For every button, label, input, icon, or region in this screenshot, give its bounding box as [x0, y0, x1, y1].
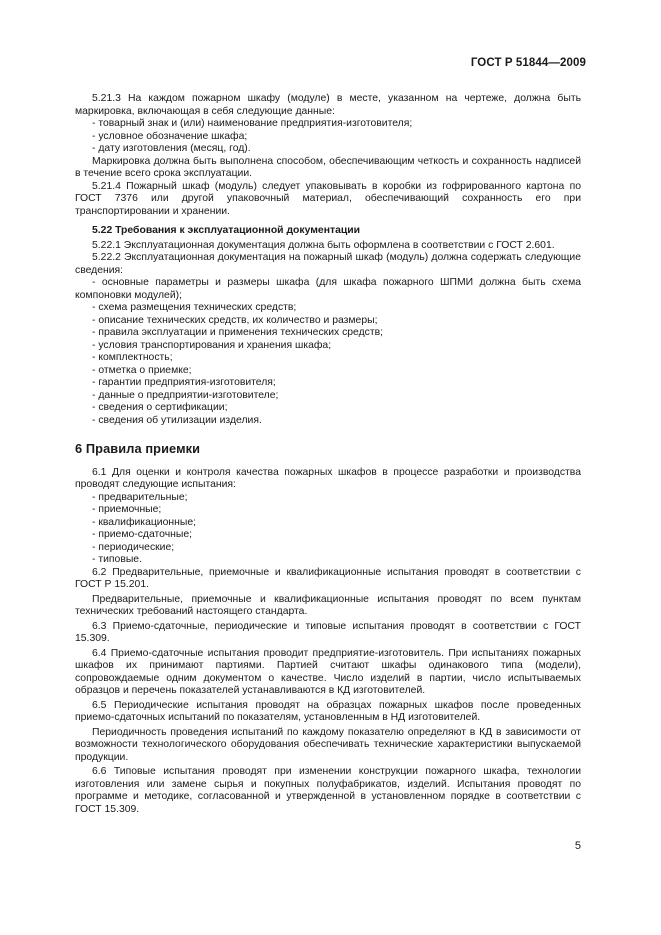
list-item: - дату изготовления (месяц, год). [92, 143, 251, 154]
document-header: ГОСТ Р 51844—2009 [470, 57, 586, 69]
list-item: - квалификационные; [92, 516, 196, 528]
paragraph-5-21-4: 5.21.4 Пожарный шкаф (модуль) следует упаковывать в коробки из гофрированного картона по ГОСТ 7376 или другой упаковочный материал, обеспечивающий сохранность его при транспортировании и хранении. [75, 180, 581, 217]
list-item: - условное обозначение шкафа; [92, 130, 248, 142]
list-item: - сведения об утилизации изделия. [92, 414, 262, 426]
page-number: 5 [574, 840, 581, 852]
list-item: - предварительные; [92, 491, 188, 503]
paragraph-6-1: 6.1 Для оценки и контроля качества пожарных шкафов в процессе разработки и производства проводят следующие испытания: [75, 466, 581, 490]
list-item: - гарантии предприятия-изготовителя; [92, 377, 276, 388]
paragraph-6-5-b: Периодичность проведения испытаний по каждому показателю определяют в КД в зависимости от возможности технологического оборудования обеспечивать технические характеристики выпускаемой продукции. [75, 726, 581, 763]
list-item: - условия транспортирования и хранения шкафа; [92, 339, 332, 351]
paragraph-6-4: 6.4 Приемо-сдаточные испытания проводит предприятие-изготовитель. При испытаниях пожарных шкафов их принимают партиями. Партией считают шкафы одинакового типа (модели), сопровождаемые одним документом о качестве. Число изделий в партии, число испытываемых образцов и перечень показателей устанавливаются в КД изготовителей. [75, 647, 581, 696]
list-item: - основные параметры и размеры шкафа (для шкафа пожарного ШПМИ должна быть схема компоновки модулей); [75, 277, 581, 301]
section-title-6: 6 Правила приемки [75, 441, 201, 456]
list-item: - приемочные; [92, 504, 162, 515]
list-item: - периодические; [92, 541, 175, 553]
list-item: - схема размещения технических средств; [92, 302, 297, 313]
paragraph-6-6: 6.6 Типовые испытания проводят при изменении конструкции пожарного шкафа, технологии изготовления или замене сырья и покупных полуфабрикатов, изделий. Испытания проводят по программе и методике, согласованной и утвержденной в установленном порядке в соответствии с ГОСТ 15.309. [75, 766, 581, 815]
paragraph-5-22-1: 5.22.1 Эксплуатационная документация должна быть оформлена в соответствии с ГОСТ 2.601. [92, 239, 555, 251]
page-body [75, 90, 581, 816]
paragraph-5-22-2: 5.22.2 Эксплуатационная документация на пожарный шкаф (модуль) должна содержать следующие сведения: [75, 252, 581, 276]
paragraph-6-2: 6.2 Предварительные, приемочные и квалификационные испытания проводят в соответствии с ГОСТ Р 15.201. [75, 566, 581, 590]
list-item: - данные о предприятии-изготовителе; [92, 389, 279, 401]
paragraph-5-21-3: 5.21.3 На каждом пожарном шкафу (модуле) в месте, указанном на чертеже, должна быть маркировка, включающая в себя следующие данные: [75, 93, 581, 117]
paragraph-6-5: 6.5 Периодические испытания проводят на образцах пожарных шкафов после проведенных приемо-сдаточных испытаний по показателям, установленным в НД изготовителей. [75, 699, 581, 723]
list-item: - комплектность; [92, 352, 173, 363]
list-item: - отметка о приемке; [92, 364, 192, 376]
list-item: - типовые. [92, 554, 142, 565]
paragraph-6-2-b: Предварительные, приемочные и квалификационные испытания проводят по всем пунктам технических требований настоящего стандарта. [75, 593, 581, 617]
paragraph-6-3: 6.3 Приемо-сдаточные, периодические и типовые испытания проводят в соответствии с ГОСТ 15.309. [75, 620, 581, 644]
subsection-title-5-22: 5.22 Требования к эксплуатационной документации [92, 225, 361, 236]
list-item: - описание технических средств, их количество и размеры; [92, 314, 378, 326]
list-item: - сведения о сертификации; [92, 402, 228, 413]
list-item: - правила эксплуатации и применения технических средств; [92, 327, 384, 338]
paragraph-marking: Маркировка должна быть выполнена способом, обеспечивающим четкость и сохранность надписей в течение всего срока эксплуатации. [75, 155, 581, 179]
list-item: - товарный знак и (или) наименование предприятия-изготовителя; [92, 118, 413, 129]
list-item: - приемо-сдаточные; [92, 529, 193, 540]
